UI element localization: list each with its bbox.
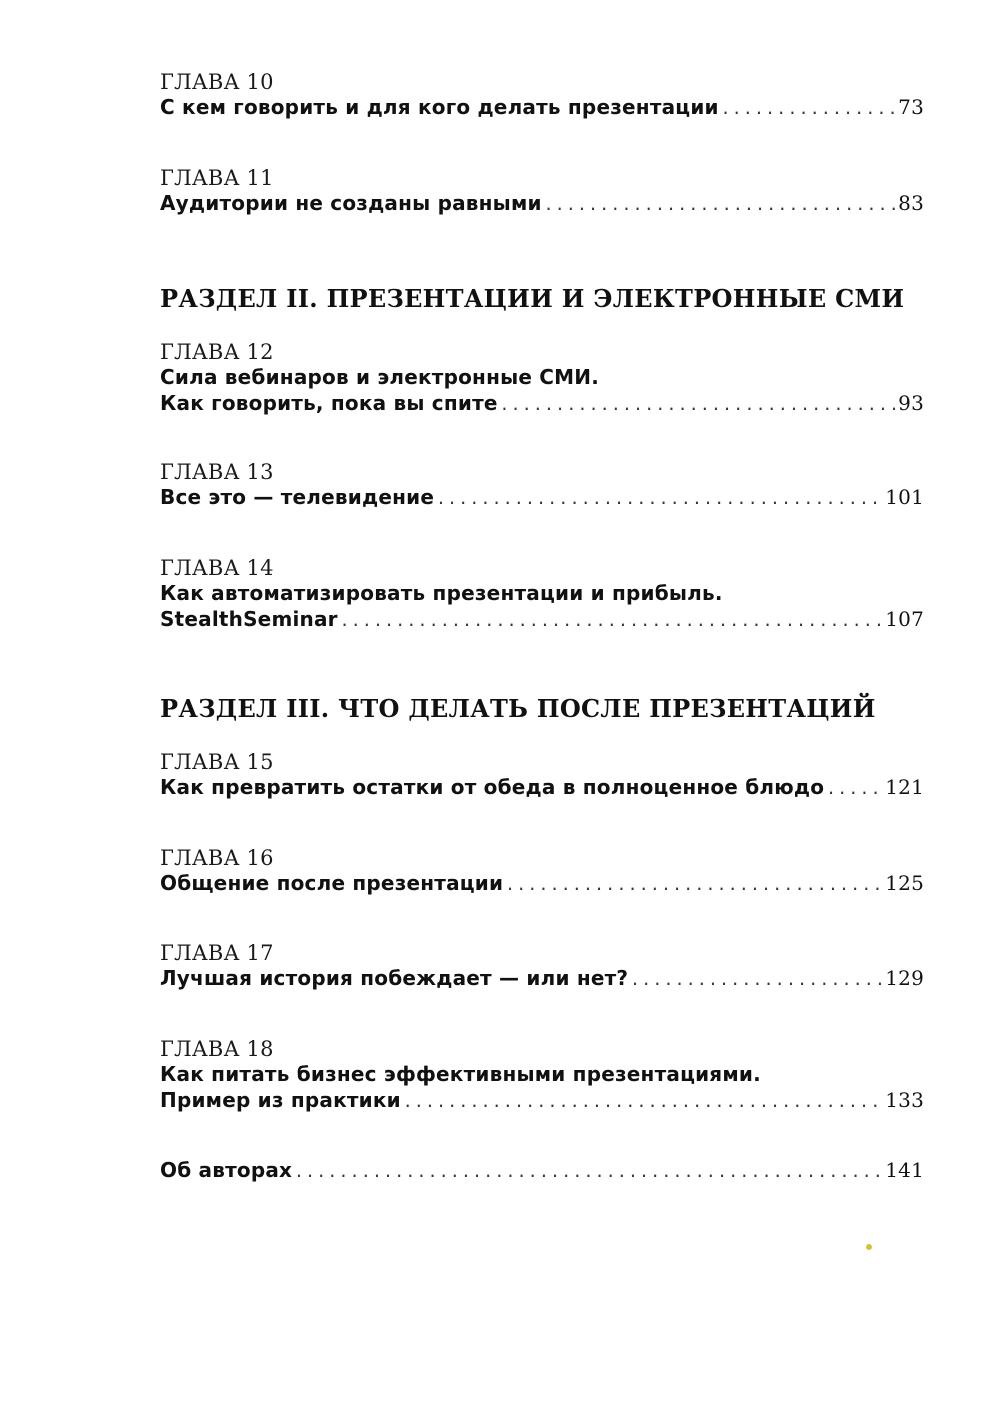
dot-leader bbox=[544, 192, 896, 218]
chapter-title: Аудитории не созданы равными bbox=[160, 191, 542, 215]
toc-entry-chapter-16 bbox=[160, 846, 924, 898]
chapter-label: ГЛАВА 13 bbox=[160, 460, 274, 484]
page-number: 107 bbox=[885, 607, 924, 631]
page-number: 101 bbox=[885, 485, 924, 509]
dot-leader bbox=[826, 776, 883, 802]
dot-leader bbox=[436, 486, 883, 512]
toc-line bbox=[160, 870, 924, 898]
chapter-label: ГЛАВА 11 bbox=[160, 166, 274, 190]
chapter-title: Как превратить остатки от обеда в полноценное блюдо bbox=[160, 775, 825, 799]
chapter-title: Общение после презентации bbox=[160, 871, 504, 895]
toc-line bbox=[160, 1061, 924, 1087]
chapter-label: ГЛАВА 12 bbox=[160, 340, 274, 364]
toc-line bbox=[160, 390, 924, 418]
dot-leader bbox=[721, 96, 896, 122]
chapter-title-continued: Пример из практики bbox=[160, 1088, 401, 1112]
about-authors-title: Об авторах bbox=[160, 1158, 293, 1182]
section-heading-3: РАЗДЕЛ III. ЧТО ДЕЛАТЬ ПОСЛЕ ПРЕЗЕНТАЦИЙ bbox=[160, 694, 876, 723]
chapter-title: С кем говорить и для кого делать презентации bbox=[160, 95, 719, 119]
toc-entry-chapter-11 bbox=[160, 166, 924, 218]
toc-line bbox=[160, 484, 924, 512]
toc-line bbox=[160, 606, 924, 634]
page-number: 129 bbox=[885, 966, 924, 990]
chapter-label: ГЛАВА 17 bbox=[160, 941, 274, 965]
chapter-title: Все это — телевидение bbox=[160, 485, 435, 509]
dot-leader bbox=[500, 392, 897, 418]
toc-entry-chapter-10 bbox=[160, 70, 924, 122]
scan-speck bbox=[866, 1244, 872, 1250]
chapter-label: ГЛАВА 16 bbox=[160, 846, 274, 870]
chapter-label: ГЛАВА 10 bbox=[160, 70, 274, 94]
section-heading-2: РАЗДЕЛ II. ПРЕЗЕНТАЦИИ И ЭЛЕКТРОННЫЕ СМИ bbox=[160, 284, 905, 313]
chapter-title-continued: StealthSeminar bbox=[160, 607, 338, 631]
page-number: 73 bbox=[898, 95, 924, 119]
dot-leader bbox=[403, 1089, 883, 1115]
page-number: 125 bbox=[885, 871, 924, 895]
chapter-title: Сила вебинаров и электронные СМИ. bbox=[160, 365, 600, 389]
toc-entry-chapter-18 bbox=[160, 1037, 924, 1115]
dot-leader bbox=[505, 872, 883, 898]
dot-leader bbox=[630, 967, 883, 993]
toc-entry-chapter-12 bbox=[160, 340, 924, 418]
toc-line bbox=[160, 94, 924, 122]
chapter-label: ГЛАВА 18 bbox=[160, 1037, 274, 1061]
chapter-title: Лучшая история побеждает — или нет? bbox=[160, 966, 629, 990]
page-number: 141 bbox=[885, 1158, 924, 1182]
toc-line bbox=[160, 364, 924, 390]
toc-entry-chapter-15 bbox=[160, 750, 924, 802]
page-number: 133 bbox=[885, 1088, 924, 1112]
toc-line bbox=[160, 580, 924, 606]
dot-leader bbox=[294, 1159, 883, 1185]
toc-entry-chapter-17 bbox=[160, 941, 924, 993]
chapter-label: ГЛАВА 14 bbox=[160, 556, 274, 580]
toc-line bbox=[160, 1157, 924, 1185]
toc-line bbox=[160, 965, 924, 993]
chapter-label: ГЛАВА 15 bbox=[160, 750, 274, 774]
chapter-title: Как питать бизнес эффективными презентациями. bbox=[160, 1062, 761, 1086]
toc-entry-about-authors bbox=[160, 1157, 924, 1185]
toc-entry-chapter-14 bbox=[160, 556, 924, 634]
toc-line bbox=[160, 1087, 924, 1115]
chapter-title-continued: Как говорить, пока вы спите bbox=[160, 391, 498, 415]
dot-leader bbox=[340, 608, 883, 634]
toc-line bbox=[160, 190, 924, 218]
page-number: 93 bbox=[898, 391, 924, 415]
toc-line bbox=[160, 774, 924, 802]
page-number: 121 bbox=[885, 775, 924, 799]
chapter-title: Как автоматизировать презентации и прибыль. bbox=[160, 581, 723, 605]
page-number: 83 bbox=[898, 191, 924, 215]
toc-entry-chapter-13 bbox=[160, 460, 924, 512]
